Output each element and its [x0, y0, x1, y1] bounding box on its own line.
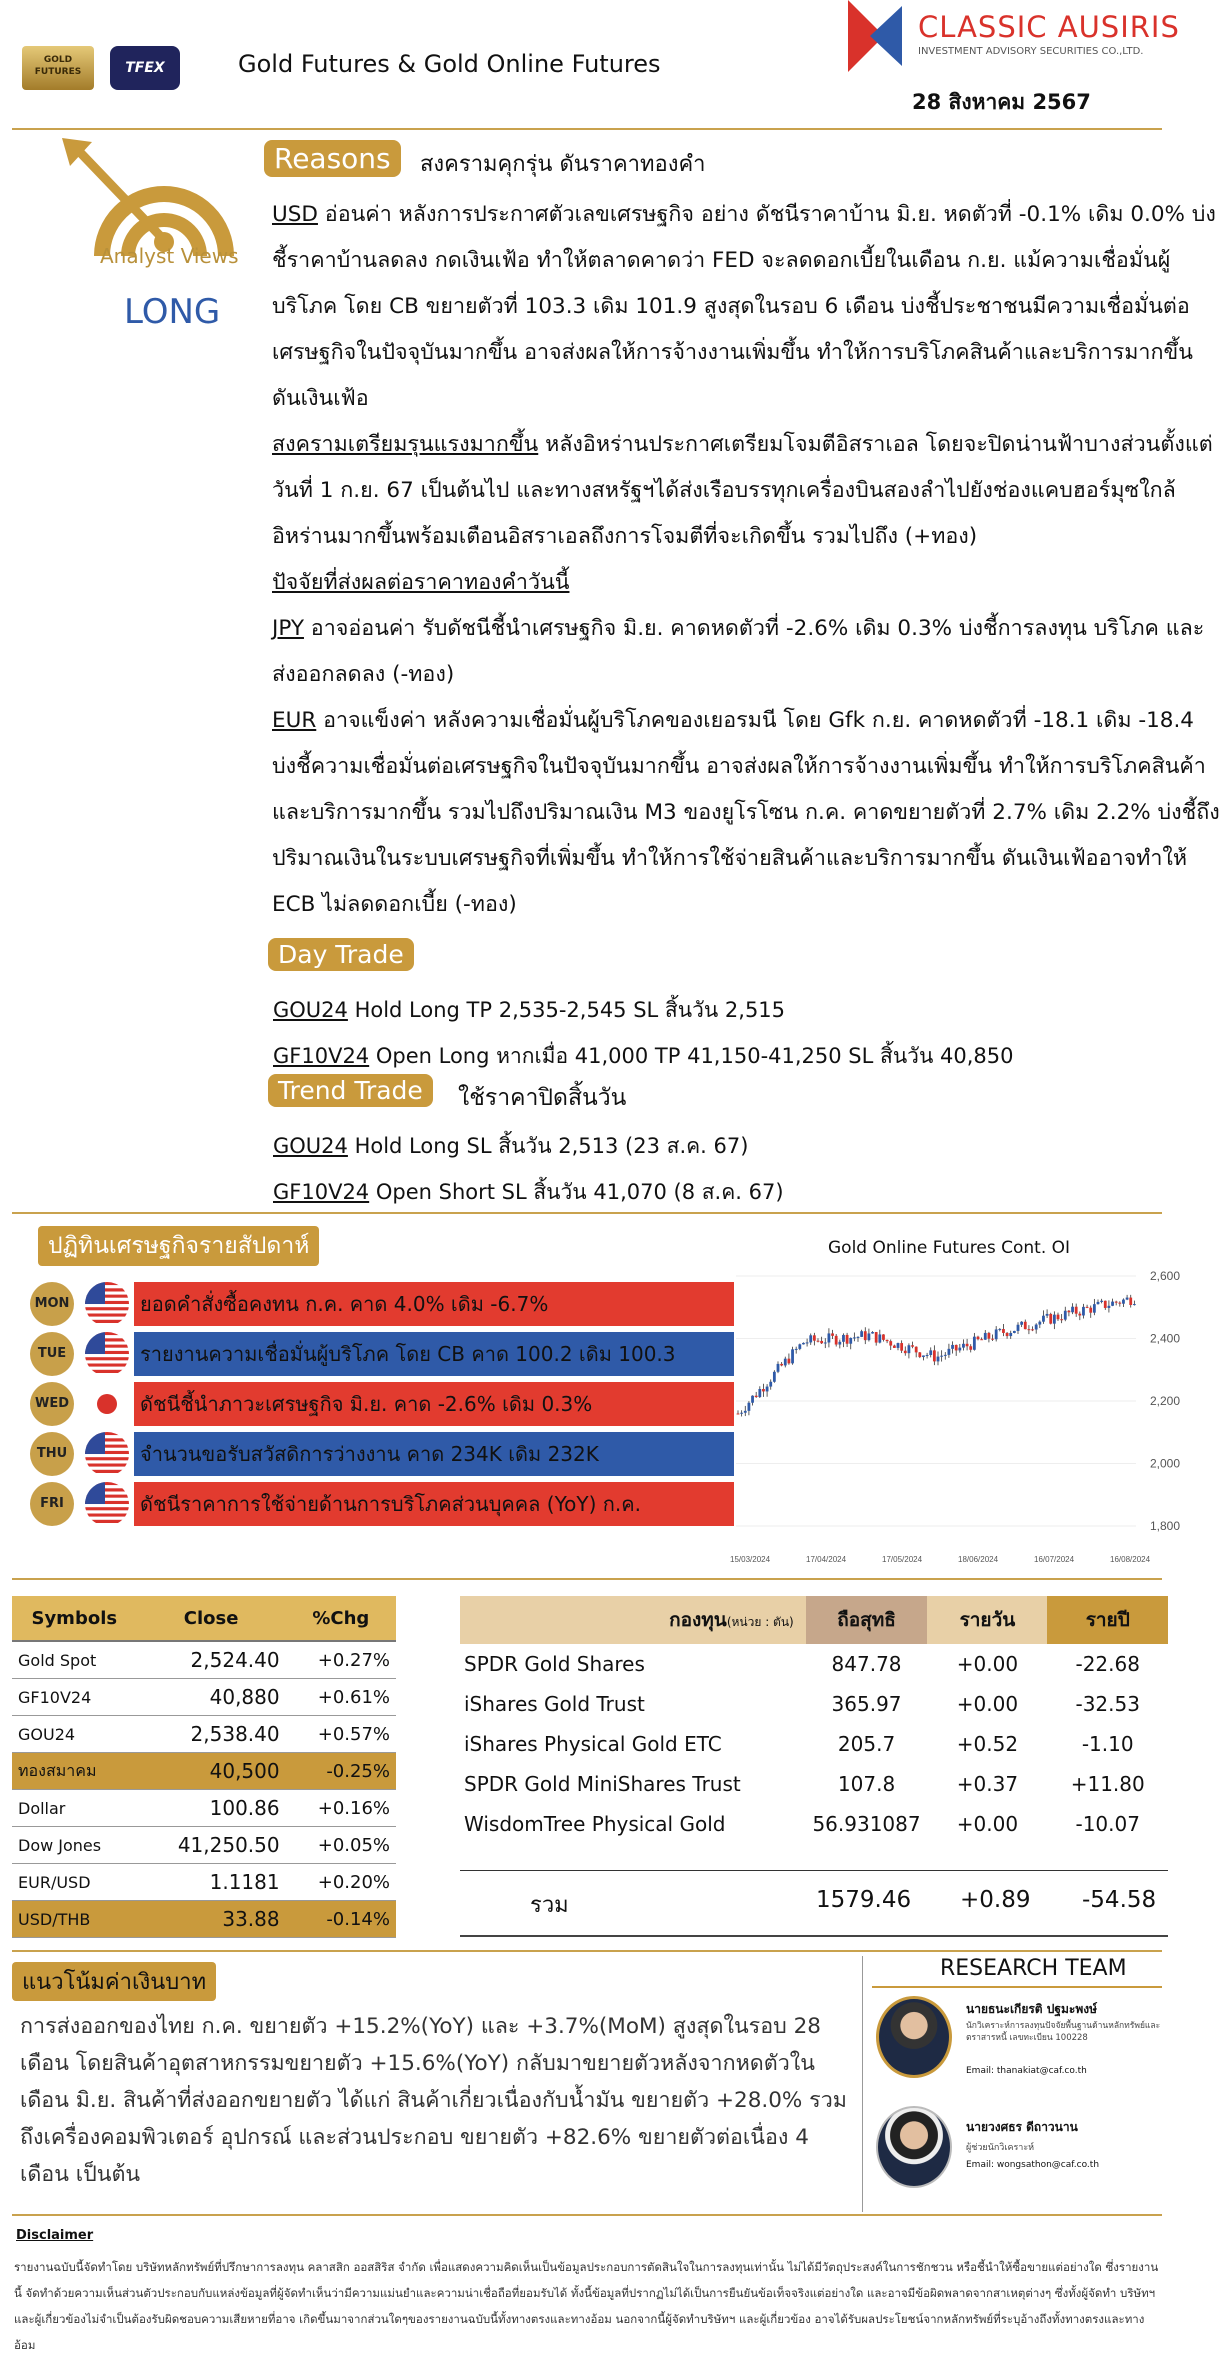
candle-body [937, 1357, 940, 1362]
research-title-underline [872, 1986, 1162, 1988]
fund-cell-name: WisdomTree Physical Gold [464, 1812, 726, 1836]
candle-body [1071, 1307, 1074, 1313]
market-cell-sym: Gold Spot [12, 1641, 137, 1679]
header-chg: %Chg [286, 1596, 396, 1641]
market-row [12, 1901, 396, 1938]
gold-futures-logo: GOLD FUTURES [22, 46, 94, 90]
candle-body [762, 1389, 765, 1391]
fund-cell-day: +0.00 [956, 1812, 1019, 1836]
market-cell-sym: USD/THB [12, 1901, 137, 1938]
candle-body [1129, 1298, 1132, 1305]
candle-body [773, 1372, 776, 1382]
calendar-event: ดัชนีราคาการใช้จ่ายด้านการบริโภคส่วนบุคคล (YoY) ก.ค. [134, 1482, 734, 1526]
candle-body [944, 1355, 947, 1356]
candle-body [962, 1344, 965, 1348]
candle-body [744, 1411, 747, 1413]
candle-body [802, 1343, 805, 1344]
baht-outlook-text: การส่งออกของไทย ก.ค. ขยายตัว +15.2%(YoY) และ +3.7%(MoM) สูงสุดในรอบ 28 เดือน โดยสินค้าอุตสาหกรรมขยายตัว +15.6%(YoY) กลับมาขยายตัวหลังจากหดตัวในเดือน มิ.ย. สินค้าที่ส่งออกขยายตัว ได้แก่ สินค้าเกี่ยวเนื่องกับน้ำมัน ขยายตัว +28.0% รวมถึงเครื่องคอมพิวเตอร์ อุปกรณ์ และส่วนประกอบ ขยายตัว +82.6% ขยายตัวต่อเนื่อง 4 เดือน เป็นต้น [20, 2014, 847, 2187]
market-cell-sym: GOU24 [12, 1716, 137, 1753]
candle-body [813, 1335, 816, 1340]
candle-body [868, 1333, 871, 1340]
candle-body [1108, 1306, 1111, 1308]
market-cell-close: 33.88 [137, 1901, 286, 1938]
usd-paragraph [272, 192, 1222, 422]
disclaimer-text: รายงานฉบับนี้จัดทำโดย บริษัทหลักทรัพย์ที่ปรึกษาการลงทุน คลาสสิก ออสสิริส จำกัด เพื่อแสดงความคิดเห็นเป็นข้อมูลประกอบการตัดสินใจในการลงทุนเท่านั้น ไม่ได้มีวัตถุประสงค์ในการชักชวน หรือชี้นำให้ซื้อขายแต่อย่างใด ซึ่งรายงานนี้ จัดทำด้วยความเห็นส่วนตัวประกอบกับแหล่งข้อมูลที่ผู้จัดทำเห็นว่ามีความแม่นยำและความน่าเชื่อถือที่ยอมรับได้ ทั้งนี้ข้อมูลที่ปรากฏไม่ได้เป็นการยืนยันข้อเท็จจริงแต่อย่างใด และอาจมีข้อผิดพลาดจากสาเหตุต่างๆ ซึ่งทั้งผู้จัดทำ บริษัทฯ และผู้เกี่ยวข้องไม่จำเป็นต้องรับผิดชอบความเสียหายที่อาจ เกิดขึ้นมาจากส่วนใดๆของรายงานฉบับนี้ทั้งทางตรงและทางอ้อม นอกจากนี้ผู้จัดทำบริษัทฯ และผู้เกี่ยวข้อง อาจได้รับผลประโยชน์จากหลักทรัพย์ที่ระบุอ้างถึงทั้งทางตรงและทางอ้อม [14, 2260, 1159, 2352]
usd-text: อ่อนค่า หลังการประกาศตัวเลขเศรษฐกิจ อย่าง ดัชนีราคาบ้าน มิ.ย. หดตัวที่ -0.1% เดิม 0.0% บ่งชี้ราคาบ้านลดลง กดเงินเฟ้อ ทำให้ตลาดคาดว่า FED จะลดดอกเบี้ยในเดือน ก.ย. แม้ความเชื่อมั่นผู้บริโภค โดย CB ขยายตัวที่ 103.3 เดิม 101.9 สูงสุดในรอบ 6 เดือน บ่งชี้ประชาชนมีความเชื่อมั่นต่อเศรษฐกิจในปัจจุบันมากขึ้น อาจส่งผลให้การจ้างงานเพิ่มขึ้น ทำให้การบริโภคสินค้าและบริการมากขึ้น ดันเงินเฟ้อ [272, 202, 1216, 411]
candle-body [780, 1364, 783, 1366]
analyst-2-photo [876, 2106, 952, 2188]
candle-body [849, 1338, 852, 1344]
day-trade-symbol-1: GOU24 [273, 998, 348, 1022]
candle-body [1038, 1322, 1041, 1325]
fund-cell-day: +0.52 [956, 1732, 1019, 1756]
trend-trade-text-2: Open Short SL สิ้นวัน 41,070 (8 ส.ค. 67) [369, 1180, 784, 1204]
day-trade-line-1 [273, 994, 785, 1027]
trend-trade-symbol-1: GOU24 [273, 1134, 348, 1158]
candle-body [1111, 1302, 1114, 1306]
y-tick-label: 2,600 [1150, 1270, 1181, 1283]
calendar-title: ปฏิทินเศรษฐกิจรายสัปดาห์ [38, 1226, 319, 1266]
candle-body [1133, 1304, 1136, 1305]
eur-key: EUR [272, 708, 317, 733]
trend-trade-text-1: Hold Long SL สิ้นวัน 2,513 (23 ส.ค. 67) [347, 1134, 749, 1158]
fund-row [460, 1684, 1168, 1724]
fund-cell-name: iShares Physical Gold ETC [464, 1732, 722, 1756]
fund-total-row [460, 1870, 1168, 1937]
header-close: Close [137, 1596, 286, 1641]
factors-key: ปัจจัยที่ส่งผลต่อราคาทองคำวันนี้ [272, 570, 570, 595]
jpy-paragraph [272, 606, 1222, 698]
war-text: หลังอิหร่านประกาศเตรียมโจมตีอิสราเอล โดยจะปิดน่านฟ้าบางส่วนตั้งแต่วันที่ 1 ก.ย. 67 เป็นต้นไป และทางสหรัฐฯได้ส่งเรือบรรทุกเครื่องบินสองลำไปยังช่องแคบฮอร์มุซใกล้อิหร่านมากขึ้นพร้อมเตือนอิสราเอลถึงการโจมตีที่จะเกิดขึ้น รวมไปถึง (+ทอง) [272, 432, 1213, 549]
candle-body [966, 1344, 969, 1346]
calendar-row [30, 1332, 735, 1378]
candle-body [835, 1336, 838, 1345]
candle-body [795, 1349, 798, 1350]
calendar-day-badge: MON [30, 1282, 74, 1326]
candle-body [1046, 1314, 1049, 1316]
candle-body [955, 1345, 958, 1350]
candle-body [1031, 1329, 1034, 1330]
candle-body [751, 1396, 754, 1403]
report-date: 28 สิงหาคม 2567 [912, 90, 1091, 114]
market-row [12, 1641, 396, 1679]
candle-body [766, 1387, 769, 1392]
market-row [12, 1790, 396, 1827]
candle-body [831, 1333, 834, 1335]
calendar-row [30, 1282, 735, 1328]
target-icon [62, 138, 246, 258]
candle-body [1049, 1314, 1052, 1324]
day-trade-text-1: Hold Long TP 2,535-2,545 SL สิ้นวัน 2,515 [347, 998, 786, 1022]
candle-body [1075, 1307, 1078, 1314]
market-cell-sym: Dow Jones [12, 1827, 137, 1864]
us-flag-icon [85, 1282, 129, 1326]
candle-body [977, 1337, 980, 1340]
candle-body [1078, 1314, 1081, 1316]
market-cell-sym: Dollar [12, 1790, 137, 1827]
candle-body [1035, 1325, 1038, 1330]
x-tick-label: 15/03/2024 [730, 1555, 771, 1564]
market-table [12, 1596, 396, 1938]
day-trade-text-2: Open Long หากเมื่อ 41,000 TP 41,150-41,250 SL สิ้นวัน 40,850 [369, 1044, 1014, 1068]
candle-body [871, 1332, 874, 1333]
trend-trade-note: ใช้ราคาปิดสิ้นวัน [458, 1085, 627, 1111]
fund-cell-name: iShares Gold Trust [464, 1692, 645, 1716]
tfex-logo: TFEX [110, 46, 180, 90]
candle-body [897, 1343, 900, 1348]
candle-body [929, 1350, 932, 1355]
candle-body [1104, 1301, 1107, 1308]
candle-body [886, 1340, 889, 1341]
usd-key: USD [272, 202, 318, 227]
candle-body [1082, 1307, 1085, 1316]
war-paragraph [272, 422, 1222, 560]
calendar-day-badge: THU [30, 1432, 74, 1476]
fund-cell-day: +0.00 [956, 1692, 1019, 1716]
candle-body [1028, 1329, 1031, 1330]
footer-divider [12, 2214, 1162, 2216]
market-cell-chg: -0.25% [286, 1753, 396, 1790]
header-holdings: ถือสุทธิ [806, 1596, 928, 1644]
us-flag-icon [85, 1332, 129, 1376]
market-cell-close: 100.86 [137, 1790, 286, 1827]
candle-body [784, 1359, 787, 1366]
trend-trade-line-1 [273, 1130, 748, 1163]
candle-body [984, 1333, 987, 1340]
y-tick-label: 1,800 [1150, 1519, 1181, 1533]
calendar-day-badge: WED [30, 1382, 74, 1426]
candle-body [1126, 1298, 1129, 1300]
candle-body [998, 1329, 1001, 1330]
candle-body [1002, 1329, 1005, 1333]
fund-cell-hold: 365.97 [831, 1692, 902, 1716]
candle-body [1093, 1304, 1096, 1313]
fund-row [460, 1724, 1168, 1764]
analyst-view-value: LONG [124, 292, 221, 332]
us-flag-icon [85, 1432, 129, 1476]
header-yearly: รายปี [1047, 1596, 1168, 1644]
fund-cell-hold: 56.931087 [812, 1812, 921, 1836]
analyst-1-email: Email: thanakiat@caf.co.th [966, 2066, 1087, 2076]
trend-trade-symbol-2: GF10V24 [273, 1180, 370, 1204]
war-key: สงครามเตรียมรุนแรงมากขึ้น [272, 432, 539, 457]
market-cell-sym: GF10V24 [12, 1679, 137, 1716]
calendar-row [30, 1382, 735, 1428]
fund-cell-hold: 847.78 [831, 1652, 902, 1676]
candle-body [817, 1341, 820, 1342]
candle-body [1064, 1311, 1067, 1320]
candle-body [1115, 1302, 1118, 1303]
eur-paragraph [272, 698, 1222, 928]
x-tick-label: 17/04/2024 [806, 1555, 847, 1564]
fund-cell-hold: 205.7 [837, 1732, 896, 1756]
jpy-key: JPY [272, 616, 304, 641]
header-fund-unit: (หน่วย : ตัน) [726, 1615, 794, 1629]
candle-body [918, 1352, 921, 1357]
candle-body [1017, 1325, 1020, 1331]
page-title: Gold Futures & Gold Online Futures [238, 50, 661, 78]
baht-outlook-title: แนวโน้มค่าเงินบาท [12, 1962, 216, 2001]
candle-body [748, 1403, 751, 1411]
y-tick-label: 2,200 [1150, 1394, 1181, 1408]
candle-body [737, 1414, 740, 1415]
fund-cell-year: -10.07 [1075, 1812, 1140, 1836]
reasons-label: Reasons [264, 140, 401, 177]
market-row [12, 1753, 396, 1790]
header-daily: รายวัน [927, 1596, 1047, 1644]
candle-body [933, 1350, 936, 1361]
table-divider [12, 1950, 1162, 1952]
candle-body [1013, 1331, 1016, 1333]
total-label: รวม [530, 1893, 569, 1918]
fund-cell-day: +0.00 [956, 1652, 1019, 1676]
candle-body [973, 1337, 976, 1350]
fund-cell-hold: 107.8 [837, 1772, 896, 1796]
day-trade-symbol-2: GF10V24 [273, 1044, 370, 1068]
fund-cell-year: -1.10 [1081, 1732, 1134, 1756]
fund-cell-year: -22.68 [1075, 1652, 1140, 1676]
market-cell-close: 40,880 [137, 1679, 286, 1716]
candle-body [777, 1364, 780, 1372]
analyst-1-photo [876, 1996, 952, 2078]
market-cell-chg: +0.20% [286, 1864, 396, 1901]
candle-body [758, 1389, 761, 1397]
market-cell-chg: -0.14% [286, 1901, 396, 1938]
candle-body [798, 1344, 801, 1349]
research-team-title: RESEARCH TEAM [940, 1956, 1127, 1981]
candle-body [948, 1349, 951, 1355]
fund-row [460, 1764, 1168, 1804]
gold-futures-chart [728, 1270, 1208, 1570]
y-tick-label: 2,400 [1150, 1331, 1181, 1346]
market-cell-chg: +0.61% [286, 1679, 396, 1716]
candle-body [1053, 1315, 1056, 1324]
market-row [12, 1864, 396, 1901]
market-row [12, 1716, 396, 1753]
day-trade-label: Day Trade [268, 938, 414, 971]
market-cell-chg: +0.57% [286, 1716, 396, 1753]
fund-cell-year: -32.53 [1075, 1692, 1140, 1716]
japan-flag-icon [85, 1382, 129, 1426]
candle-body [1009, 1333, 1012, 1336]
calendar-event: ยอดคำสั่งซื้อคงทน ก.ค. คาด 4.0% เดิม -6.7% [134, 1282, 734, 1326]
header-fund [460, 1596, 806, 1644]
candle-body [1086, 1307, 1089, 1308]
x-tick-label: 16/07/2024 [1034, 1555, 1075, 1564]
candle-body [791, 1349, 794, 1363]
candle-body [809, 1335, 812, 1342]
candle-body [1024, 1322, 1027, 1329]
fund-cell-name: SPDR Gold Shares [464, 1652, 645, 1676]
day-trade-line-2 [273, 1040, 1013, 1073]
total-yearly: -54.58 [1082, 1887, 1157, 1913]
header-fund-label: กองทุน [669, 1609, 727, 1631]
market-cell-sym: ทองสมาคม [12, 1753, 137, 1790]
fund-row [460, 1804, 1168, 1844]
candle-body [1020, 1322, 1023, 1325]
candle-body [1097, 1302, 1100, 1304]
candle-body [893, 1346, 896, 1348]
total-daily: +0.89 [960, 1887, 1031, 1913]
candle-body [1118, 1303, 1121, 1304]
market-cell-close: 41,250.50 [137, 1827, 286, 1864]
candle-body [860, 1331, 863, 1337]
candle-body [1100, 1301, 1103, 1302]
header-divider [12, 128, 1162, 130]
candle-body [878, 1334, 881, 1342]
market-cell-close: 2,524.40 [137, 1641, 286, 1679]
calendar-row [30, 1482, 735, 1528]
analyst-1-role: นักวิเคราะห์การลงทุนปัจจัยพื้นฐานด้านหลักทรัพย์และตราสารหนี้ เลขทะเบียน 100228 [966, 2021, 1161, 2043]
candle-body [755, 1396, 758, 1397]
candle-body [926, 1355, 929, 1356]
candle-body [908, 1345, 911, 1353]
classic-ausiris-logo-icon [842, 0, 910, 72]
analyst-1-name: นายธนะเกียรติ ปฐมะพงษ์ [966, 2002, 1098, 2016]
x-tick-label: 16/08/2024 [1110, 1555, 1151, 1564]
x-tick-label: 17/05/2024 [882, 1555, 923, 1564]
y-tick-label: 2,000 [1150, 1456, 1181, 1471]
fund-cell-year: +11.80 [1070, 1772, 1145, 1796]
candle-body [806, 1342, 809, 1343]
candle-body [1122, 1300, 1125, 1304]
candle-body [904, 1351, 907, 1353]
chart-title: Gold Online Futures Cont. OI [828, 1238, 1071, 1258]
candle-body [1042, 1316, 1045, 1322]
candle-body [1068, 1311, 1071, 1313]
fund-holdings-table [460, 1596, 1168, 1844]
calendar-row [30, 1432, 735, 1478]
calendar-event: จำนวนขอรับสวัสดิการว่างงาน คาด 234K เดิม 232K [134, 1432, 734, 1476]
candle-body [853, 1337, 856, 1338]
chart-divider [12, 1578, 1162, 1580]
candle-body [940, 1356, 943, 1357]
candle-body [820, 1341, 823, 1343]
factors-heading [272, 560, 1222, 606]
market-cell-chg: +0.16% [286, 1790, 396, 1827]
reasons-body [272, 192, 1222, 928]
x-tick-label: 18/06/2024 [958, 1555, 999, 1564]
eur-text: อาจแข็งค่า หลังความเชื่อมั่นผู้บริโภคของเยอรมนี โดย Gfk ก.ย. คาดหดตัวที่ -18.1 เดิม -18.4 บ่งชี้ความเชื่อมั่นต่อเศรษฐกิจในปัจจุบันมากขึ้น อาจส่งผลให้การจ้างงานเพิ่มขึ้น ทำให้การบริโภคสินค้าและบริการมากขึ้น รวมไปถึงปริมาณเงิน M3 ของยูโรโซน ก.ค. คาดขยายตัวที่ 2.7% เดิม 2.2% บ่งชี้ถึงปริมาณเงินในระบบเศรษฐกิจที่เพิ่มขึ้น ทำให้การใช้จ่ายสินค้าและบริการมากขึ้น ดันเงินเฟ้ออาจทำให้ ECB ไม่ลดดอกเบี้ย (-ทอง) [272, 708, 1220, 917]
reasons-headline: สงครามคุกรุ่น ดันราคาทองคำ [420, 152, 706, 177]
trend-trade-line-2 [273, 1176, 784, 1209]
candle-body [882, 1334, 885, 1339]
jpy-text: อาจอ่อนค่า รับดัชนีชี้นำเศรษฐกิจ มิ.ย. คาดหดตัวที่ -2.6% เดิม 0.3% บ่งชี้การลงทุน บริโภค และส่งออกลดลง (-ทอง) [272, 616, 1205, 687]
trade-divider [12, 1212, 1162, 1214]
market-cell-chg: +0.05% [286, 1827, 396, 1864]
fund-row [460, 1644, 1168, 1684]
candle-body [828, 1333, 831, 1342]
calendar-event: รายงานความเชื่อมั่นผู้บริโภค โดย CB คาด 100.2 เดิม 100.3 [134, 1332, 734, 1376]
candle-body [991, 1339, 994, 1340]
candle-body [788, 1359, 791, 1364]
market-cell-close: 40,500 [137, 1753, 286, 1790]
candle-body [1089, 1308, 1092, 1313]
analyst-2-email: Email: wongsathon@caf.co.th [966, 2160, 1100, 2170]
candle-body [915, 1347, 918, 1353]
market-row [12, 1679, 396, 1716]
candle-body [988, 1333, 991, 1339]
analyst-2-name: นายวงศธร ดีถาวนาน [966, 2120, 1078, 2134]
candle-body [980, 1339, 983, 1340]
total-holdings: 1579.46 [816, 1887, 912, 1913]
candle-body [842, 1335, 845, 1342]
candle-body [1006, 1333, 1009, 1336]
candle-body [995, 1329, 998, 1339]
header-symbols: Symbols [12, 1596, 137, 1641]
candle-body [769, 1382, 772, 1387]
candle-body [889, 1341, 892, 1345]
brand-subtitle: INVESTMENT ADVISORY SECURITIES CO.,LTD. [918, 46, 1144, 57]
candle-body [958, 1348, 961, 1351]
candle-body [1057, 1315, 1060, 1320]
candle-body [857, 1337, 860, 1338]
fund-cell-day: +0.37 [956, 1772, 1019, 1796]
candle-body [951, 1345, 954, 1349]
trend-trade-label: Trend Trade [268, 1074, 433, 1107]
research-divider-vertical [862, 1956, 863, 2212]
candle-body [969, 1346, 972, 1350]
disclaimer-title: Disclaimer [16, 2228, 94, 2243]
market-cell-close: 2,538.40 [137, 1716, 286, 1753]
candle-body [911, 1345, 914, 1346]
candle-body [922, 1355, 925, 1357]
candle-body [864, 1331, 867, 1340]
candle-body [846, 1335, 849, 1344]
candle-body [740, 1413, 743, 1414]
candle-body [900, 1343, 903, 1351]
analyst-2-role: ผู้ช่วยนักวิเคราะห์ [966, 2143, 1035, 2153]
candle-body [875, 1332, 878, 1343]
fund-cell-name: SPDR Gold MiniShares Trust [464, 1772, 741, 1796]
analyst-views-label: Analyst Views [100, 244, 239, 268]
calendar-day-badge: TUE [30, 1332, 74, 1376]
market-cell-close: 1.1181 [137, 1864, 286, 1901]
candle-body [824, 1342, 827, 1343]
us-flag-icon [85, 1482, 129, 1526]
calendar-event: ดัชนีชี้นำภาวะเศรษฐกิจ มิ.ย. คาด -2.6% เดิม 0.3% [134, 1382, 734, 1426]
market-cell-chg: +0.27% [286, 1641, 396, 1679]
candle-body [1060, 1319, 1063, 1320]
market-cell-sym: EUR/USD [12, 1864, 137, 1901]
candle-body [838, 1342, 841, 1345]
calendar-day-badge: FRI [30, 1482, 74, 1526]
brand-name: CLASSIC AUSIRIS [918, 10, 1180, 44]
market-row [12, 1827, 396, 1864]
